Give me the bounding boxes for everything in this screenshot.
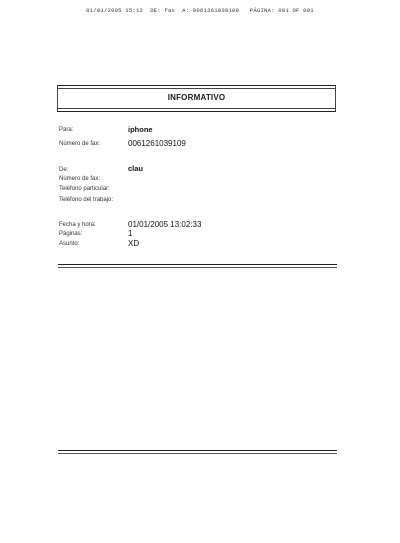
to-fax-value: 0061261039109 bbox=[128, 139, 186, 148]
title-box-inner-top-line bbox=[57, 88, 336, 89]
pages-value: 1 bbox=[128, 229, 133, 238]
from-value: clau bbox=[128, 164, 144, 173]
date-value: 01/01/2005 13:02:33 bbox=[128, 220, 202, 229]
from-work-phone-label: Teléfono del trabajo: bbox=[59, 197, 114, 203]
to-label: Para: bbox=[59, 127, 74, 133]
from-label: De: bbox=[59, 167, 69, 173]
from-fax-label: Número de fax: bbox=[59, 176, 101, 182]
pages-label: Páginas: bbox=[59, 231, 83, 237]
title-box bbox=[57, 85, 336, 112]
to-fax-label: Número de fax: bbox=[59, 141, 101, 147]
title-box-inner-bottom-line bbox=[57, 108, 336, 109]
separator-rule-top-thin bbox=[58, 267, 337, 268]
subject-value: XD bbox=[128, 239, 140, 248]
subject-label: Asunto: bbox=[59, 241, 80, 247]
date-label: Fecha y hora: bbox=[59, 222, 96, 228]
separator-rule-bottom-thin bbox=[58, 453, 337, 454]
to-value: iphone bbox=[128, 125, 153, 134]
from-phone-label: Teléfono particular: bbox=[59, 186, 110, 192]
document-title: INFORMATIVO bbox=[167, 93, 226, 102]
separator-rule-bottom bbox=[58, 450, 337, 451]
separator-rule-top bbox=[58, 264, 337, 265]
fax-transmission-header: 01/01/2005 15:12 DE: fax A: 0061261039109 PÁGINA: 001 OF 001 bbox=[86, 7, 314, 14]
